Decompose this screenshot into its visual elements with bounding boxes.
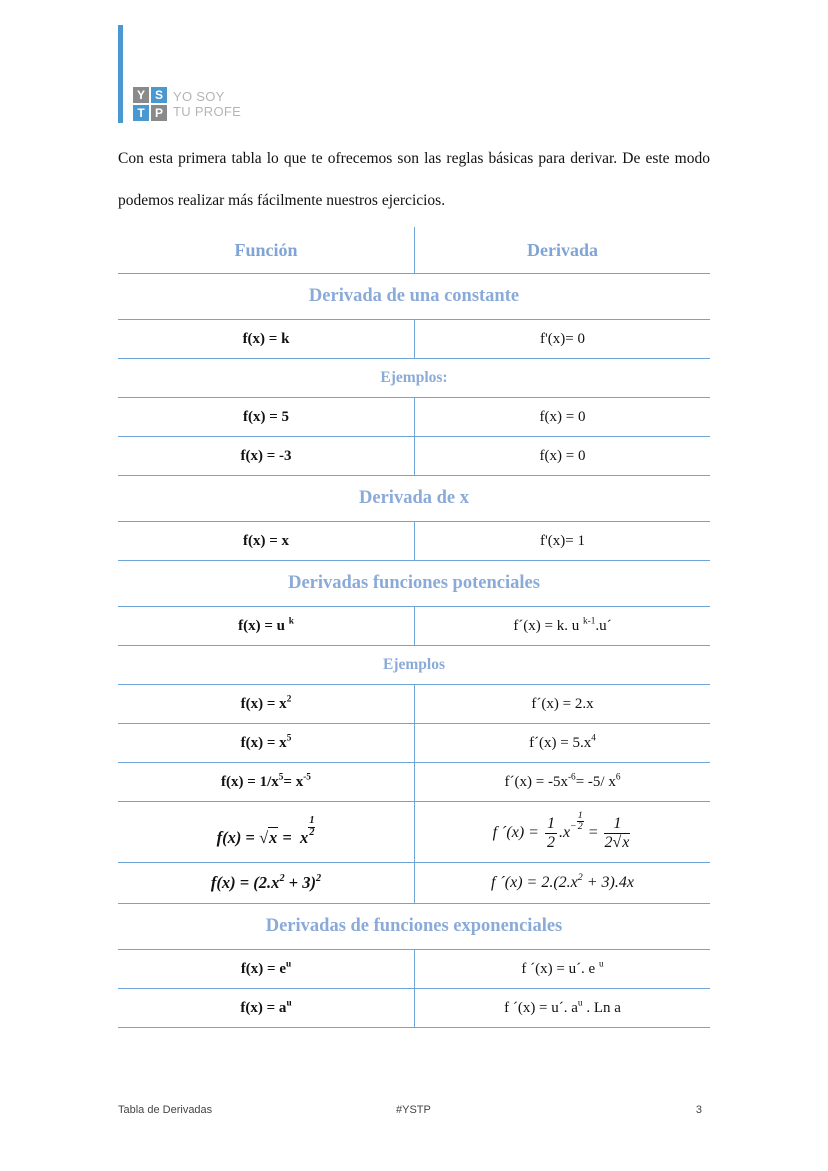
logo-text (173, 89, 241, 119)
footer-doc-title: Tabla de Derivadas (118, 1104, 213, 1113)
function-cell: $f(x) = x^2$ (118, 685, 415, 724)
function-cell: f(x) = k (118, 320, 415, 359)
footer-hashtag: #YSTP (396, 1104, 431, 1113)
logo-letter-s: S (151, 87, 167, 103)
section-x: Derivada de x (118, 476, 710, 522)
derivatives-table (118, 227, 710, 1028)
section-row (118, 561, 710, 607)
table-row (118, 724, 710, 763)
header-function: Función (118, 227, 415, 274)
logo-mark (133, 87, 167, 121)
section-constant: Derivada de una constante (118, 274, 710, 320)
examples-row (118, 646, 710, 685)
section-exponential: Derivadas de funciones exponenciales (118, 904, 710, 950)
derivative-cell: f(x) = 0 (415, 398, 711, 437)
footer-page-number: 3 (695, 1104, 702, 1113)
section-row (118, 274, 710, 320)
derivative-cell: f ´(x) = $2.(2.x^2 + 3).4x$ (415, 863, 711, 904)
table-row (118, 607, 710, 646)
table-header-row (118, 227, 710, 274)
derivative-cell: f´(x) = 2.x (415, 685, 711, 724)
function-cell: $f(x) = (2.x^2 + 3)^2$ (118, 863, 415, 904)
function-cell: $f(x) = e^u$ (118, 950, 415, 989)
header-accent-bar (118, 25, 123, 123)
table-row (118, 522, 710, 561)
examples-label: Ejemplos (118, 646, 710, 685)
function-cell: f(x) = 5 (118, 398, 415, 437)
logo-letter-y: Y (133, 87, 149, 103)
table-row (118, 437, 710, 476)
table-row (118, 863, 710, 904)
logo-text-line1: YO SOY (173, 89, 225, 104)
header-derivative: Derivada (415, 227, 711, 274)
function-cell: f(x) = -3 (118, 437, 415, 476)
logo-text-line2: TU PROFE (173, 104, 242, 119)
function-cell: $f(x) = x^5$ (118, 724, 415, 763)
table-row (118, 763, 710, 802)
section-power: Derivadas funciones potenciales (118, 561, 710, 607)
section-row (118, 476, 710, 522)
examples-label: Ejemplos: (118, 359, 710, 398)
function-cell: $f(x) = 1/x^5= x^{-5}$ (118, 763, 415, 802)
derivative-cell: f(x) = 0 (415, 437, 711, 476)
derivative-cell: f'(x)= 1 (415, 522, 711, 561)
table-row (118, 398, 710, 437)
derivative-cell: f´(x) = k. u $^{k-1}$.u´ (415, 607, 711, 646)
table-row (118, 950, 710, 989)
table-row (118, 685, 710, 724)
derivative-cell: f´(x) = $5.x^4$ (415, 724, 711, 763)
function-cell: f(x) = x (118, 522, 415, 561)
table-row (118, 989, 710, 1028)
derivative-cell: f ´(x) = u´. $a^u$ . Ln a (415, 989, 711, 1028)
table-row (118, 802, 710, 863)
logo (133, 87, 241, 121)
derivative-cell: f´(x) = $-5x^{-6}= -5/$ $x^6$ (415, 763, 711, 802)
function-cell: $f(x) = a^u$ (118, 989, 415, 1028)
derivative-cell: f ´(x) = $\frac{1}{2}$ .x − $\frac{1}{2}$ = $\frac{1}{2√x}$ (415, 802, 711, 863)
function-cell: f(x) = u $^k$ (118, 607, 415, 646)
page-footer (118, 1104, 702, 1113)
derivative-cell: f ´(x) = u´. e $^u$ (415, 950, 711, 989)
intro-paragraph: Con esta primera tabla lo que te ofrecemos son las reglas básicas para derivar. De este modo podemos realizar más fácilmente nuestros ejercicios. (118, 150, 710, 209)
examples-row (118, 359, 710, 398)
function-cell: f(x) = √x = x $\frac{1}{2}$ (118, 802, 415, 863)
derivative-cell: f'(x)= 0 (415, 320, 711, 359)
section-row (118, 904, 710, 950)
logo-letter-p: P (151, 105, 167, 121)
table-row (118, 320, 710, 359)
logo-letter-t: T (133, 105, 149, 121)
